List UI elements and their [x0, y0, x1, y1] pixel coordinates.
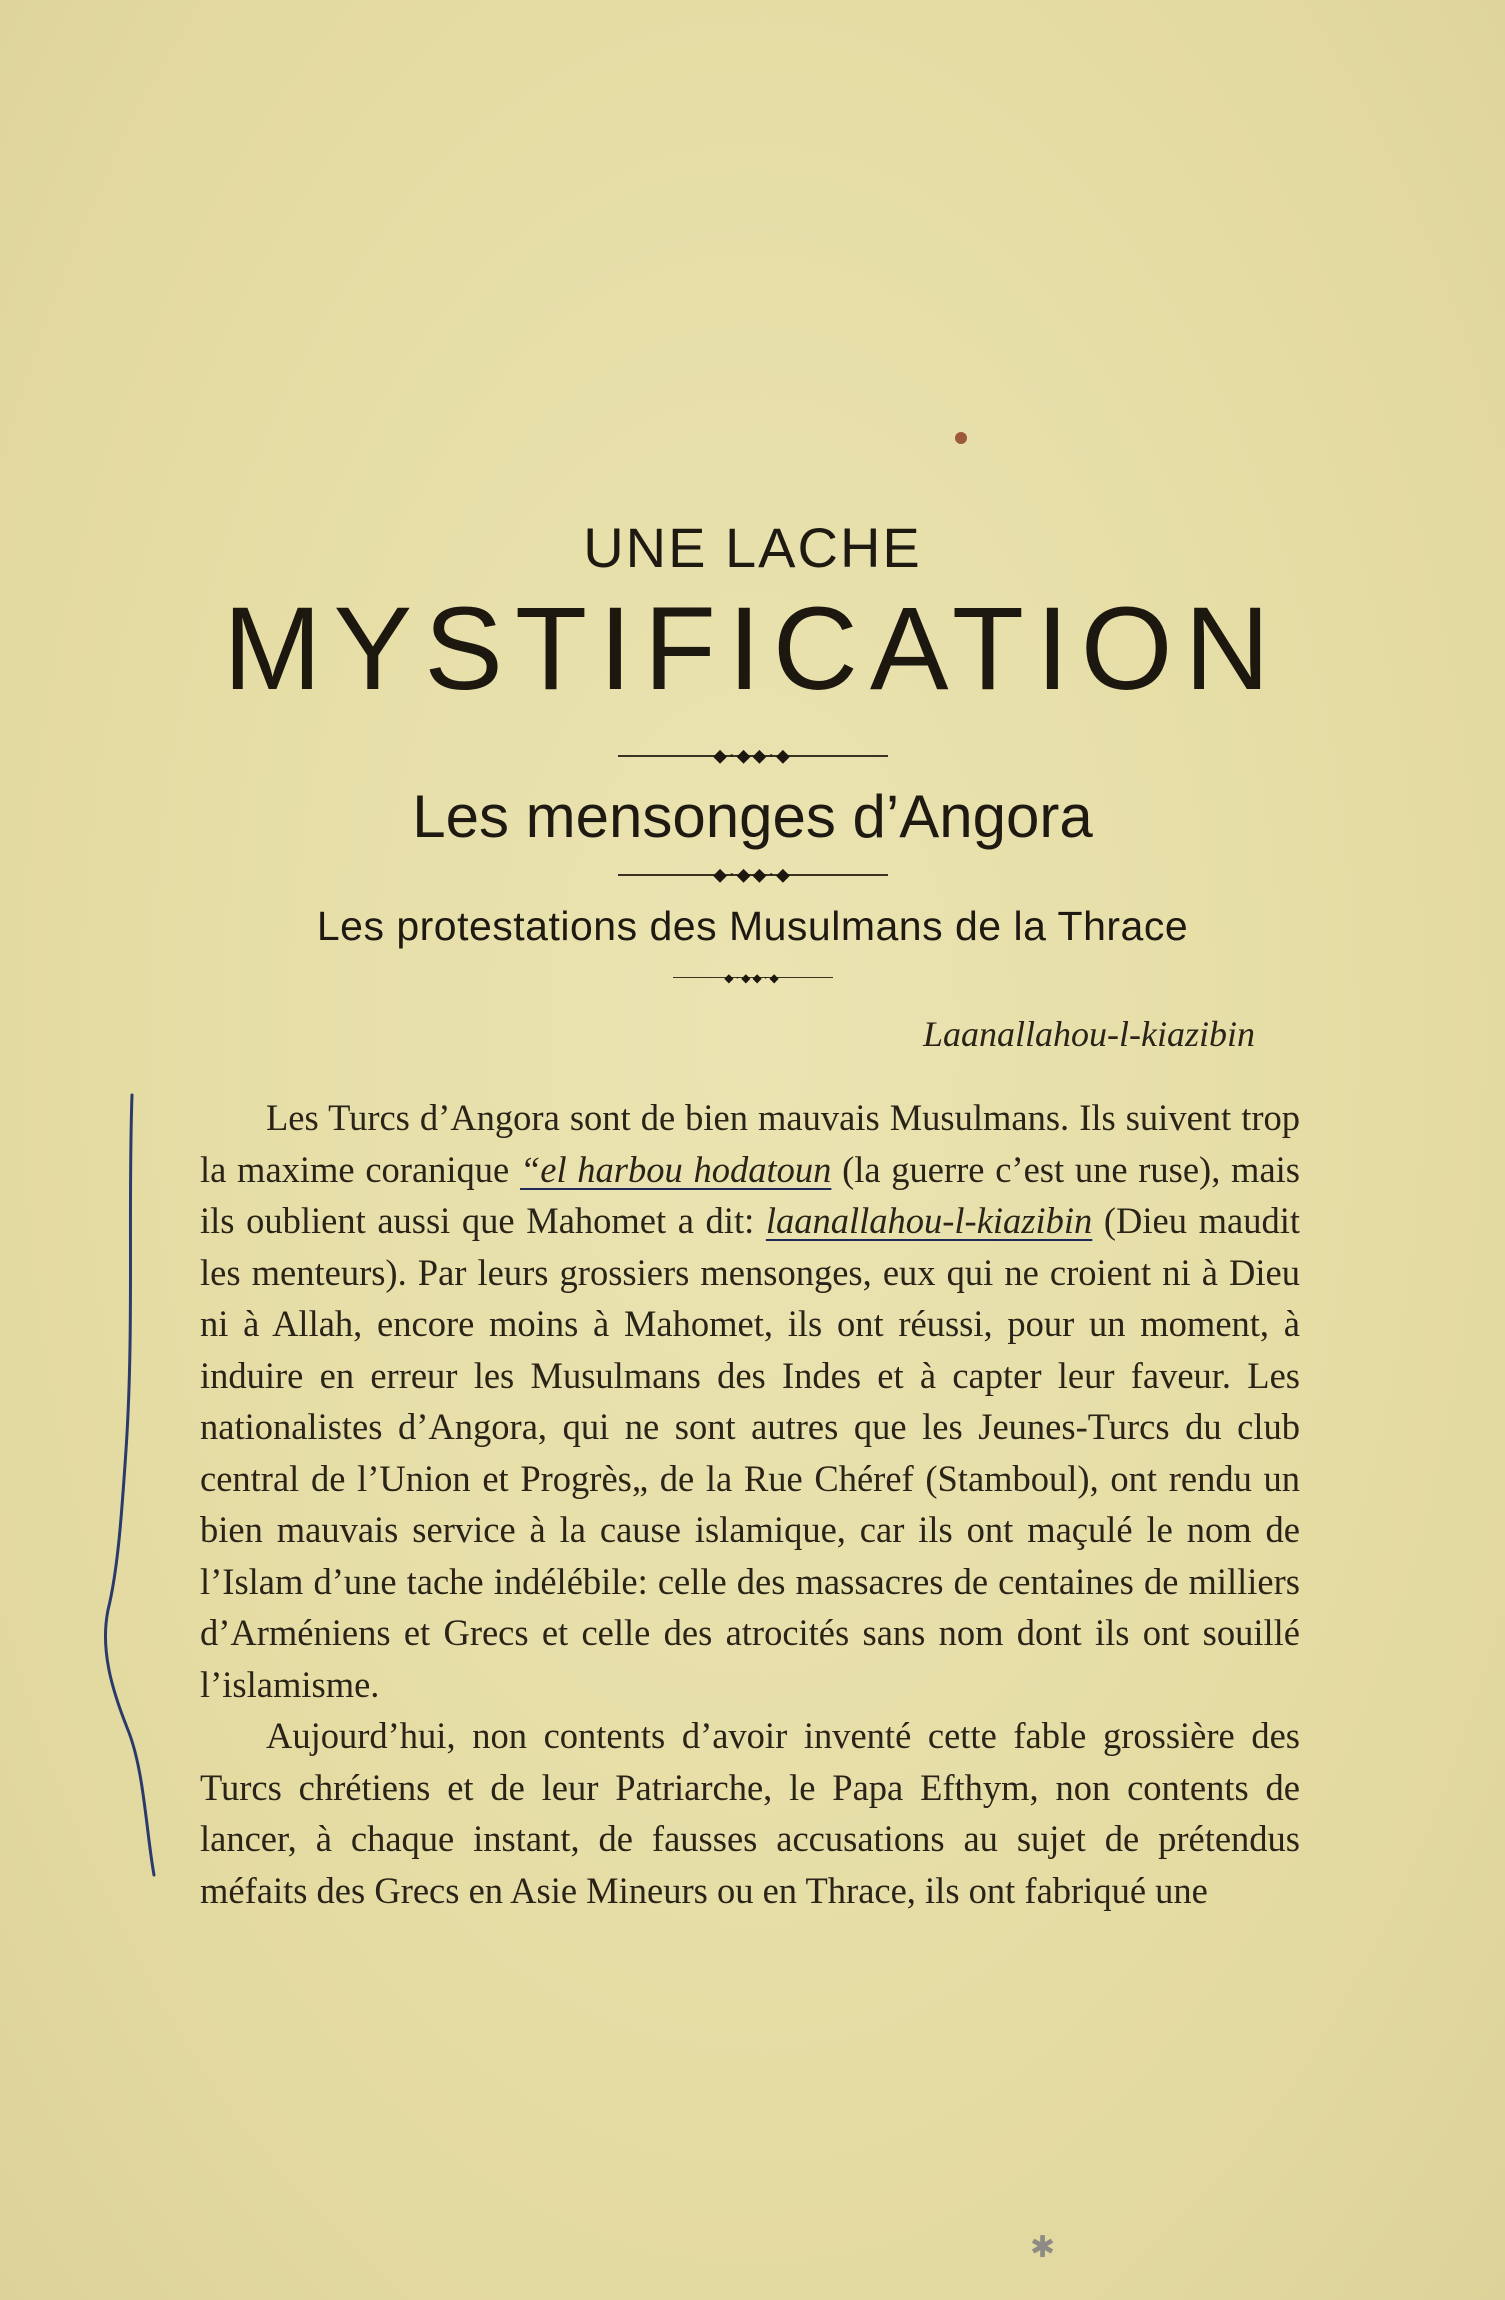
subtitle-secondary: Les protestations des Musulmans de la Thrace	[316, 903, 1189, 949]
quote-el-harbou: “el harbou hodatoun	[519, 1148, 832, 1190]
paragraph-1-part-c: (Dieu maudit les menteurs). Par leurs grossiers mensonges, eux qui ne croient ni à Dieu ni à Allah, encore moins à Mahomet, ils ont réussi, pour un moment, à induire en erreur les Musulmans des Indes et à capter leur faveur. Les nationalistes d’Angora, qui ne sont autres que les Jeunes-Turcs du club central de l’Union et Progrès„ de la Rue Chéref (Stamboul), ont rendu un bien mauvais service à la cause islamique, car ils ont maçulé le nom de l’Islam d’une tache indélébile: celle des massacres de centaines de milliers d’Arméniens et Grecs et celle des atrocités sans nom dont ils ont souillé l’islamisme.	[200, 1200, 1300, 1705]
ink-smudge: ✱	[1030, 2231, 1056, 2264]
ornament-divider-1	[0, 745, 1505, 764]
ornament-glyph: ◆·◆◆·◆	[713, 745, 792, 766]
ornament-divider-3	[0, 967, 1505, 986]
title-main: MYSTIFICATION	[223, 583, 1282, 715]
handwritten-margin-mark	[88, 1090, 168, 1880]
ink-spot	[955, 432, 967, 444]
paragraph-1-part-a: Les Turcs d’Angora sont de bien mauvais Musulmans. Ils suivent trop la maxime coranique	[200, 1097, 1300, 1190]
paragraph-2: Aujourd’hui, non contents d’avoir inventé cette fable grossière des Turcs chrétiens et de leur Patriarche, le Papa Efthym, non contents de lancer, à chaque instant, de fausses accusations au sujet de prétendus méfaits des Grecs en Asie Mineurs ou en Thrace, ils ont fabriqué une	[200, 1715, 1300, 1911]
paragraph-1	[200, 1092, 1300, 1710]
subtitle: Les mensonges d’Angora	[412, 783, 1093, 850]
title-small: UNE LACHE	[583, 516, 922, 579]
ornament-glyph: ◆·◆◆·◆	[713, 864, 792, 885]
ornament-glyph: ◆·◆◆·◆	[724, 970, 781, 985]
body-text	[200, 1092, 1300, 1916]
ornament-divider-2	[0, 864, 1505, 883]
quote-laanallahou: laanallahou-l-kiazibin	[765, 1200, 1093, 1241]
epigraph: Laanallahou-l-kiazibin	[923, 1014, 1255, 1054]
paragraph-1-part-b: (la guerre c’est une ruse), mais ils oublient aussi que Mahomet a dit:	[200, 1148, 1300, 1241]
